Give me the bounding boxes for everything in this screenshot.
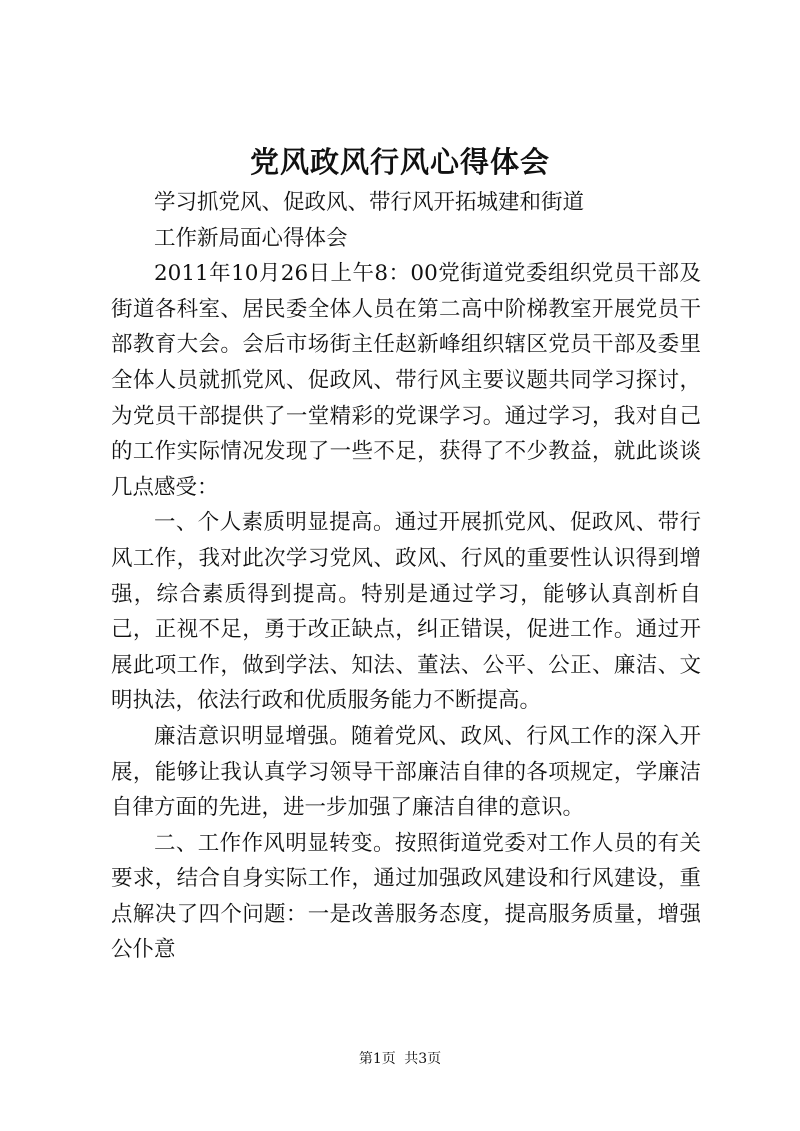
paragraph-integrity: 廉洁意识明显增强。随着党风、政风、行风工作的深入开展，能够让我认真学习领导干部廉洁自律的各项规定，学廉洁自律方面的先进，进一步加强了廉洁自律的意识。: [111, 723, 701, 821]
page-number: 第1页: [358, 1051, 396, 1067]
paragraph-intro: 2011年10月26日上午8：00党街道党委组织党员干部及街道各科室、居民委全体人员在第二高中阶梯教室开展党员干部教育大会。会后市场街主任赵新峰组织辖区党员干部及委里全体人员就抓党风、促政风、带行风主要议题共同学习探讨，为党员干部提供了一堂精彩的党课学习。通过学习，我对自己的工作实际情况发现了一些不足，获得了不少教益，就此谈谈几点感受：: [111, 261, 701, 500]
subtitle-line-2: 工作新局面心得体会: [154, 225, 348, 251]
document-body: [111, 185, 701, 968]
paragraph-point-2: 二、工作作风明显转变。按照街道党委对工作人员的有关要求，结合自身实际工作，通过加强政风建设和行风建设，重点解决了四个问题：一是改善服务态度，提高服务质量，增强公仆意: [111, 830, 701, 963]
subtitle-line-1: 学习抓党风、促政风、带行风开拓城建和街道: [154, 190, 585, 215]
page-total: 共3页: [404, 1051, 442, 1067]
page-title: 党风政风行风心得体会: [249, 145, 550, 179]
paragraph-point-1: 一、个人素质明显提高。通过开展抓党风、促政风、带行风工作，我对此次学习党风、政风、行风的重要性认识得到增强，综合素质得到提高。特别是通过学习，能够认真剖析自己，正视不足，勇于改正缺点，纠正错误，促进工作。通过开展此项工作，做到学法、知法、董法、公平、公正、廉洁、文明执法，依法行政和优质服务能力不断提高。: [111, 510, 701, 714]
page-footer: [0, 1048, 800, 1068]
